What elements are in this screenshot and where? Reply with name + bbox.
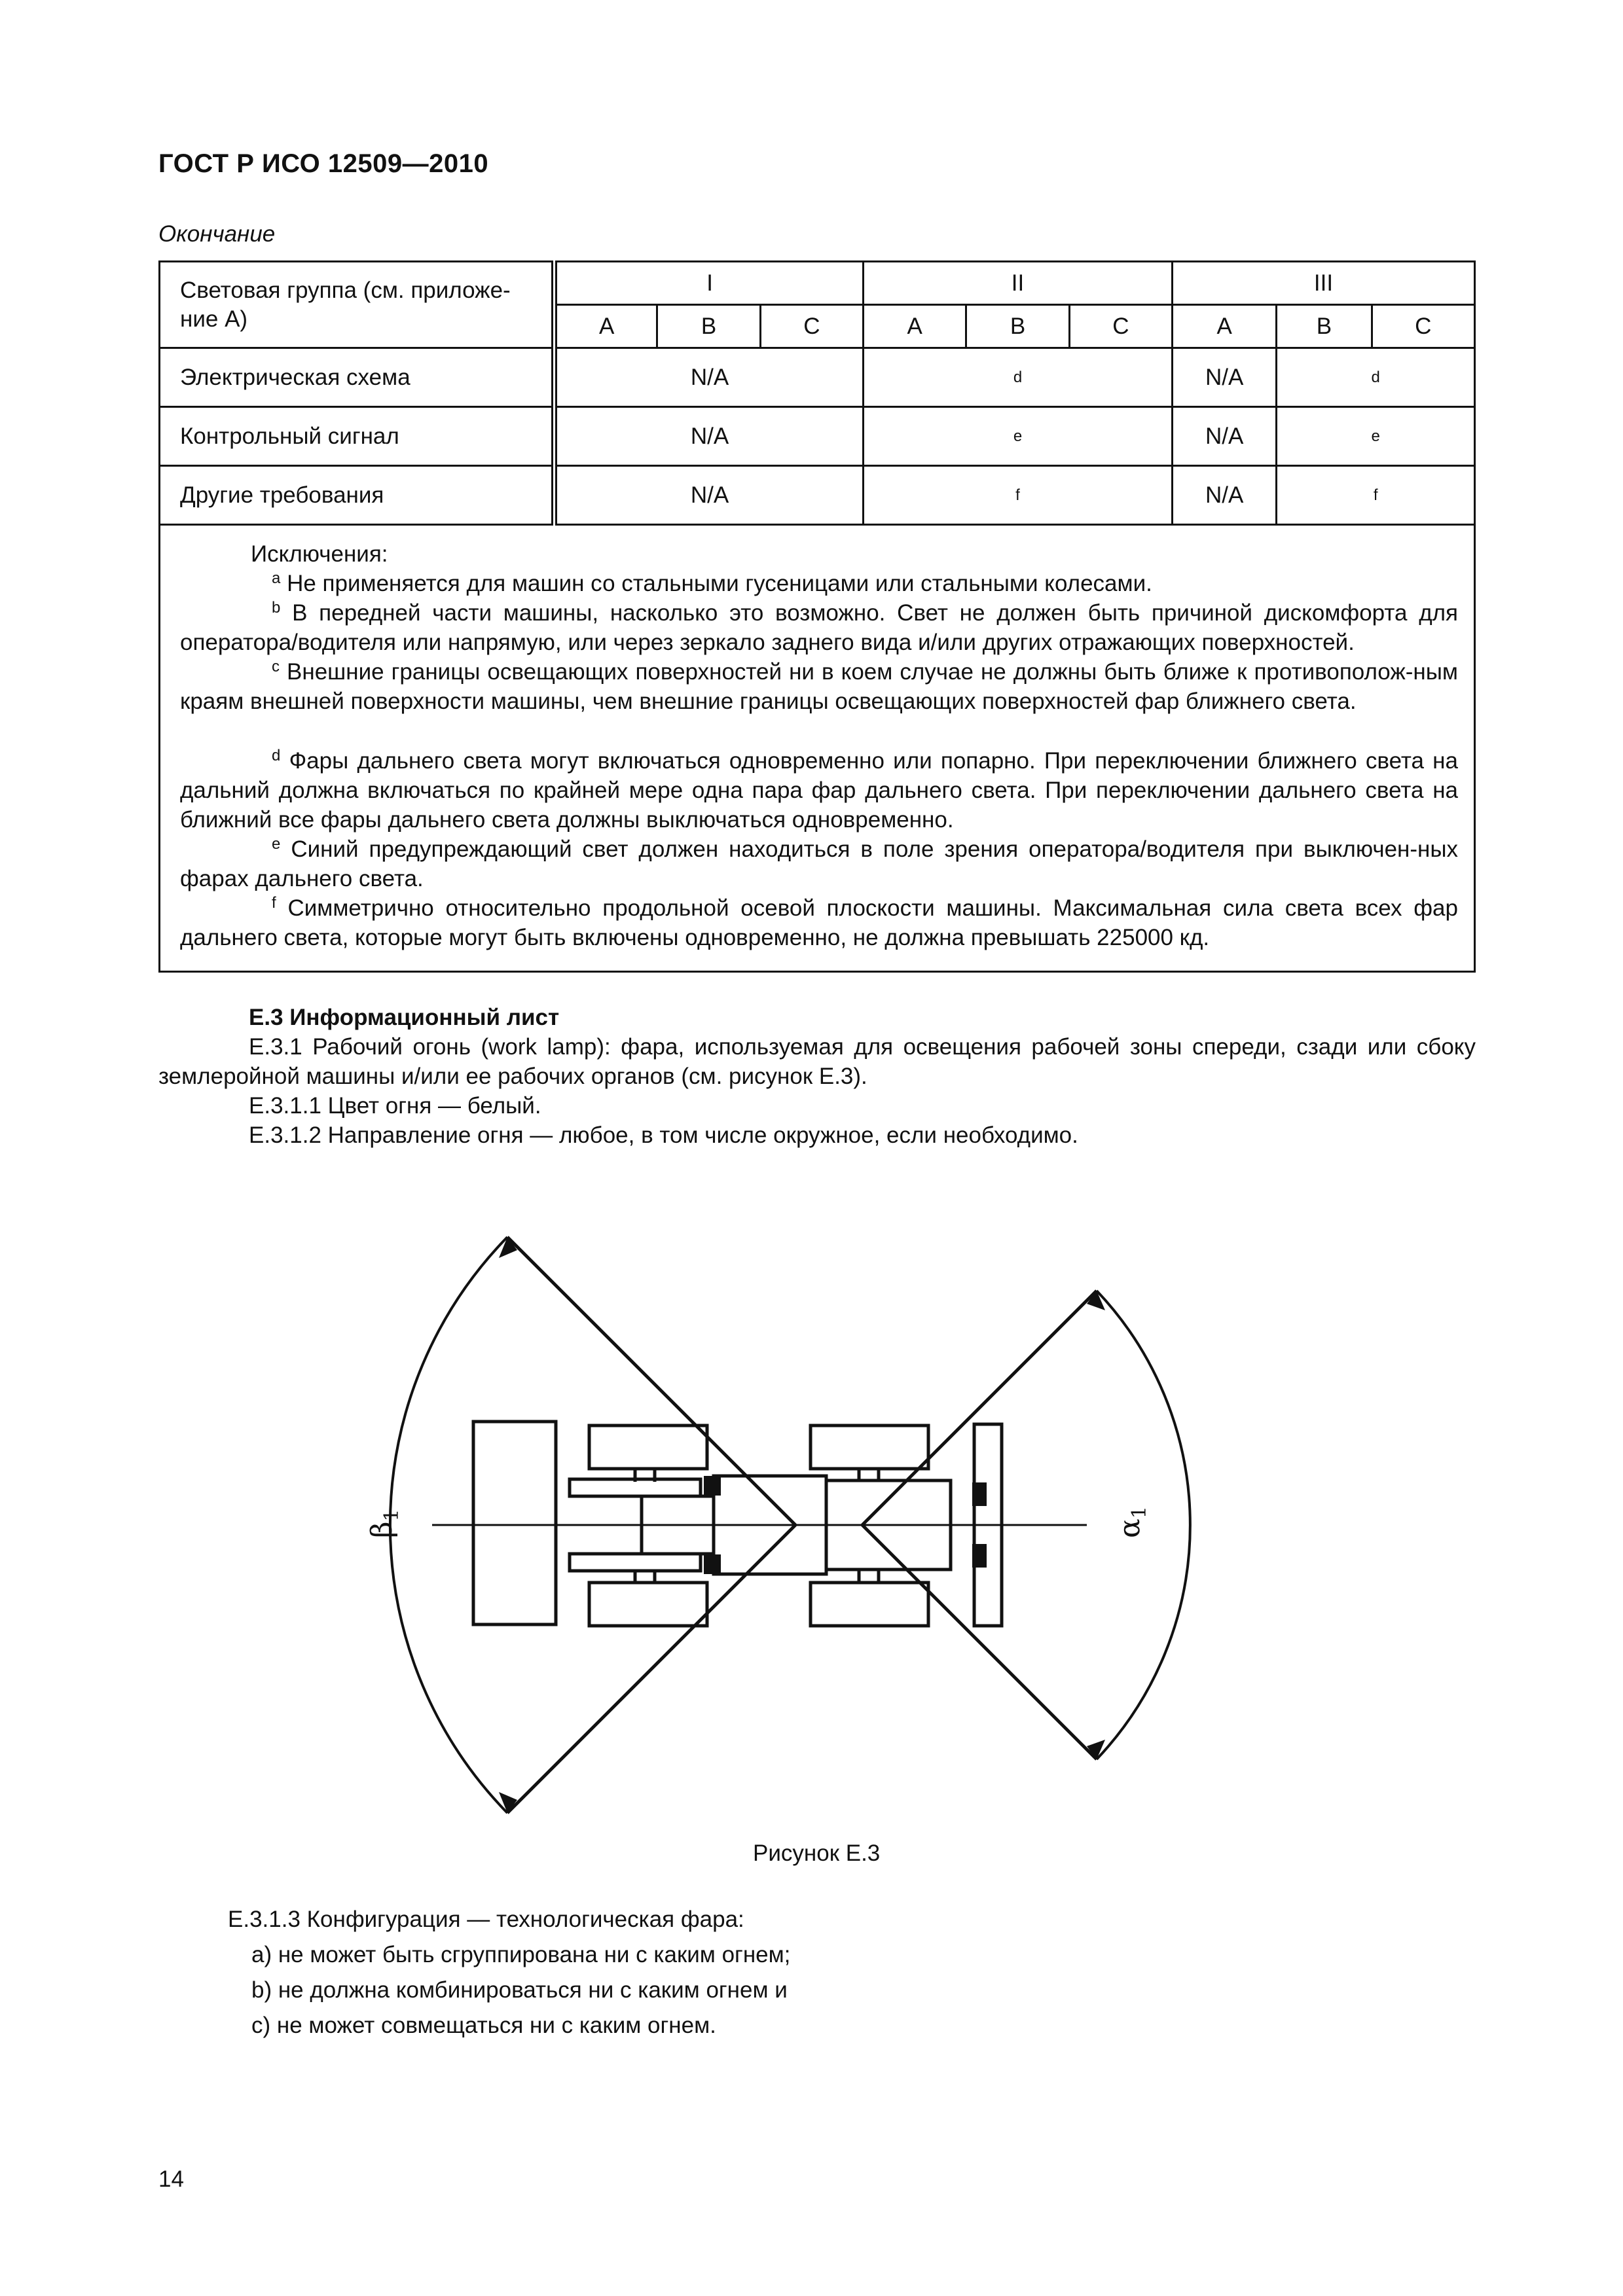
rear-lamp-top [972,1482,987,1506]
arrowhead-icon [499,1792,517,1813]
subcol-header: В [1277,305,1372,348]
lighting-requirements-table [158,260,1476,526]
note-a-mark: a [272,569,281,587]
config-item: а) не может быть сгруппирована ни с каким огнем; [251,1942,791,1967]
subcol-header: А [1172,305,1276,348]
subcol-header: В [657,305,760,348]
rear-lamp-bottom [972,1544,987,1568]
group-label-line2: ние А) [180,306,248,332]
exceptions-notes-box [158,522,1476,973]
subcol-header: В [966,305,1069,348]
front-lamp-top [704,1476,721,1496]
arrowhead-icon [1087,1291,1105,1310]
group-iii-bc-note-mark: f [1277,466,1475,525]
group-i-header: I [555,262,864,305]
config-item: с) не может совмещаться ни с каким огнем. [251,2013,716,2038]
beta-label: $\beta_1$ [365,1509,403,1538]
group-iii-a-value: N/A [1172,466,1276,525]
page-number: 14 [158,2166,184,2192]
section-paragraph-3: Е.3.1.2 Направление огня — любое, в том числе окружное, если необходимо. [249,1122,1078,1148]
note-c: $^c$ Внешние границы освещающих поверхностей ни в коем случае не должны быть ближе к противополож-ным краям внешней поверхности машины, чем внешние границы освещающих поверхностей фар ближнего света. [180,658,1458,714]
group-label-line1: Световая группа (см. приложе- [180,277,511,303]
rear-wheel-top [811,1426,928,1469]
front-light-ray-upper [507,1237,795,1525]
front-lamp-bottom [704,1554,721,1574]
group-ii-note-mark: d [864,348,1173,407]
row-label: Контрольный сигнал [160,407,555,466]
front-wheel-bottom [589,1583,707,1626]
config-item: b) не должна комбинироваться ни с каким огнем и [251,1977,788,2003]
subcol-header: С [760,305,863,348]
note-b-mark: b [272,599,281,617]
front-light-ray-lower [507,1525,795,1813]
group-ii-note-mark: e [864,407,1173,466]
section-heading: Е.3 Информационный лист [249,1005,560,1030]
rear-wheel-bottom [811,1583,928,1626]
note-e-mark: e [272,835,281,853]
figure-caption: Рисунок Е.3 [753,1840,881,1866]
group-iii-a-value: N/A [1172,407,1276,466]
document-header: ГОСТ Р ИСО 12509—2010 [158,149,489,178]
bucket [473,1422,556,1624]
subcol-header: А [555,305,657,348]
group-i-value: N/A [555,407,864,466]
subcol-header: С [1372,305,1474,348]
group-iii-header: III [1172,262,1474,305]
alpha-label: $\alpha_1$ [1113,1506,1151,1538]
table-caption: Окончание [158,221,276,247]
row-label: Другие требования [160,466,555,525]
group-i-value: N/A [555,466,864,525]
note-d-mark: d [272,747,281,764]
row-label: Электрическая схема [160,348,555,407]
note-f: $^f$ Симметрично относительно продольной осевой плоскости машины. Максимальная сила света всех фар дальнего света, которые могут быть включены одновременно, не должна превышать 225000 кд. [180,894,1458,950]
section-paragraph-1: Е.3.1 Рабочий огонь (work lamp): фара, используемая для освещения рабочей зоны спереди, сзади или сбоку землеройной машины и/или ее рабочих органов (см. рисунок Е.3). [158,1034,1476,1089]
group-ii-note-mark: f [864,466,1173,525]
note-a: $^a$ Не применяется для машин со стальными гусеницами или стальными колесами. [272,569,1152,596]
group-iii-bc-note-mark: e [1277,407,1475,466]
notes-heading: Исключения: [251,541,388,567]
group-ii-header: II [864,262,1173,305]
figure-work-lamp-diagram [347,1211,1296,1833]
table-row [160,407,1475,466]
group-header-cell [160,262,555,348]
section-paragraph-2: Е.3.1.1 Цвет огня — белый. [249,1093,541,1119]
front-wheel-top [589,1426,707,1469]
arrowhead-icon [1087,1740,1105,1759]
note-f-mark: f [272,894,276,912]
group-i-value: N/A [555,348,864,407]
note-b: $^b$ В передней части машины, насколько это возможно. Свет не должен быть причиной дискомфорта для оператора/водителя или напрямую, или через зеркало заднего вида и/или других отражающих поверхностей. [180,599,1458,655]
subcol-header: А [864,305,966,348]
config-title: Е.3.1.3 Конфигурация — технологическая фара: [228,1907,744,1932]
subcol-header: С [1069,305,1172,348]
table-row [160,466,1475,525]
arrowhead-icon [499,1237,517,1258]
note-c-mark: c [272,658,280,675]
group-iii-bc-note-mark: d [1277,348,1475,407]
table-row [160,348,1475,407]
boom-arm-bottom [570,1554,701,1571]
group-iii-a-value: N/A [1172,348,1276,407]
note-d: $^d$ Фары дальнего света могут включаться одновременно или попарно. При переключении ближнего света на дальний должна включаться по крайней мере одна пара фар дальнего света. При переключении дальнего света на ближний все фары дальнего света должны выключаться одновременно. [180,747,1458,833]
note-e: $^e$ Синий предупреждающий свет должен находиться в поле зрения оператора/водителя при выключен-ных фарах дальнего света. [180,835,1458,891]
